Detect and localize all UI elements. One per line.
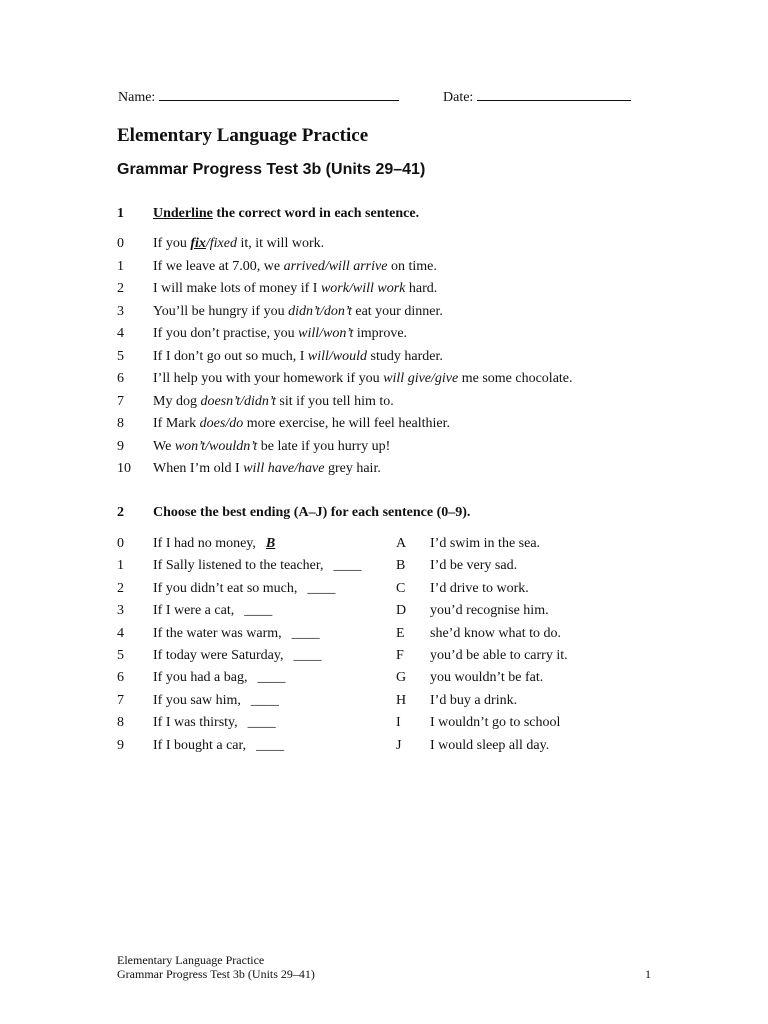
sentence-before: If you don’t practise, you (153, 326, 299, 341)
answer-blank[interactable]: ____ (256, 737, 285, 753)
ending-text: I’d be very sad. (430, 558, 518, 574)
sentence-text (153, 281, 437, 297)
sentence-beginning (153, 581, 335, 597)
ending-letter: F (396, 648, 404, 663)
sentence-before: We (153, 438, 175, 454)
matching-row (0, 715, 768, 735)
sentence-beginning (153, 693, 279, 709)
answer-blank[interactable]: ____ (291, 625, 320, 641)
sentence-text (153, 259, 437, 275)
sentence-number: 1 (117, 258, 124, 274)
sentence-text (153, 461, 381, 477)
sentence-after: grey hair. (324, 461, 381, 476)
beginning-text: If Sally listened to the teacher, (153, 558, 324, 574)
sentence-after: be late if you hurry up! (257, 438, 391, 454)
word-choice[interactable]: will give/give (383, 371, 459, 386)
ending-letter: B (396, 558, 406, 574)
sentence-number: 4 (117, 326, 124, 341)
beginning-text: If you had a bag, (153, 670, 248, 686)
example-answer-choice[interactable]: fix (190, 236, 206, 251)
sentence-before: I’ll help you with your homework if you (153, 371, 384, 386)
sentence-number: 0 (117, 536, 124, 551)
sentence-number: 7 (117, 692, 124, 708)
ending-letter: H (396, 692, 407, 708)
ending-letter: D (396, 603, 407, 619)
sentence-after: hard. (405, 281, 438, 296)
matching-row (0, 536, 768, 556)
sentence-text (153, 304, 443, 320)
sentence-after: improve. (353, 326, 408, 341)
sentence-beginning (153, 670, 285, 686)
sentence-row (0, 394, 768, 414)
sentence-after: me some chocolate. (458, 371, 573, 386)
matching-row (0, 670, 768, 690)
sentence-row (0, 304, 768, 324)
sentence-number: 3 (117, 303, 124, 319)
ending-text: I’d drive to work. (430, 580, 529, 596)
sentence-row (0, 439, 768, 459)
sentence-number: 7 (117, 393, 124, 409)
beginning-text: If today were Saturday, (153, 648, 284, 663)
date-label: Date: (443, 90, 474, 105)
sentence-row (0, 236, 768, 256)
sentence-before: If Mark (153, 416, 200, 431)
sentence-before: If you (153, 236, 191, 251)
matching-row (0, 558, 768, 578)
matching-row (0, 581, 768, 601)
sentence-after: more exercise, he will feel healthier. (243, 416, 451, 431)
word-choice[interactable]: work/will work (320, 281, 406, 296)
sentence-before: If I don’t go out so much, I (153, 348, 308, 364)
sentence-text (153, 349, 443, 365)
sentence-number: 8 (117, 715, 124, 731)
beginning-text: If I had no money, (153, 536, 256, 551)
sentence-number: 5 (117, 648, 124, 663)
sentence-text (153, 416, 450, 432)
example-answer-blank[interactable]: B (265, 536, 276, 551)
answer-blank[interactable]: ____ (244, 603, 273, 619)
word-choice[interactable]: didn’t/don’t (288, 303, 352, 319)
matching-row (0, 626, 768, 646)
sentence-beginning (153, 536, 275, 552)
name-field[interactable] (118, 88, 399, 106)
answer-blank[interactable]: ____ (293, 648, 322, 663)
document-title: Elementary Language Practice (117, 125, 369, 146)
ending-letter: C (396, 580, 406, 596)
footer-title: Elementary Language Practice (117, 953, 265, 967)
matching-row (0, 693, 768, 713)
ending-letter: E (396, 625, 405, 641)
sentence-number: 1 (117, 558, 124, 574)
beginning-text: If you saw him, (153, 692, 241, 708)
sentence-text (153, 439, 390, 455)
matching-row (0, 738, 768, 758)
beginning-text: If the water was warm, (153, 625, 282, 641)
section-1-instruction-keyword: Underline (153, 206, 213, 221)
sentence-beginning (153, 626, 320, 642)
sentence-row (0, 416, 768, 436)
ending-text: you’d be able to carry it. (430, 648, 568, 663)
document-subtitle: Grammar Progress Test 3b (Units 29–41) (117, 161, 426, 178)
sentence-beginning (153, 603, 272, 619)
word-choice[interactable]: will have/have (243, 461, 325, 476)
choice-separator: / (205, 236, 210, 251)
sentence-number: 2 (117, 580, 124, 596)
sentence-row (0, 371, 768, 391)
word-choice[interactable]: does/do (199, 416, 244, 431)
sentence-number: 8 (117, 416, 124, 431)
section-1-number: 1 (117, 206, 124, 221)
ending-text: you’d recognise him. (430, 603, 549, 619)
matching-row (0, 648, 768, 668)
ending-text: she’d know what to do. (430, 625, 562, 641)
sentence-row (0, 259, 768, 279)
page-number: 1 (645, 967, 651, 981)
sentence-text (153, 236, 324, 252)
date-field[interactable] (443, 88, 631, 106)
sentence-after: on time. (387, 258, 437, 274)
answer-blank[interactable]: ____ (307, 580, 336, 596)
sentence-after: eat your dinner. (351, 303, 443, 319)
ending-letter: J (396, 737, 402, 753)
sentence-before: When I’m old I (153, 461, 244, 476)
ending-text: I’d buy a drink. (430, 692, 518, 708)
answer-blank[interactable]: ____ (250, 692, 279, 708)
word-choice[interactable]: will/won’t (298, 326, 354, 341)
sentence-number: 6 (117, 670, 124, 686)
sentence-beginning (153, 715, 276, 731)
sentence-number: 4 (117, 625, 124, 641)
sentence-row (0, 281, 768, 301)
date-blank-line[interactable] (477, 88, 631, 101)
ending-letter: A (396, 536, 407, 551)
ending-text: I would sleep all day. (430, 737, 550, 753)
sentence-number: 6 (117, 371, 124, 386)
sentence-before: I will make lots of money if I (153, 281, 321, 296)
sentence-number: 3 (117, 603, 124, 619)
beginning-text: If I were a cat, (153, 603, 235, 619)
sentence-number: 0 (117, 236, 124, 251)
sentence-after: it, it will work. (237, 236, 325, 251)
sentence-beginning (153, 648, 321, 664)
beginning-text: If you didn’t eat so much, (153, 580, 298, 596)
name-blank-line[interactable] (159, 88, 399, 101)
section-1-instruction (153, 206, 419, 222)
ending-letter: I (396, 715, 401, 731)
sentence-beginning (153, 738, 284, 754)
word-choice[interactable]: arrived/will arrive (283, 258, 388, 274)
sentence-number: 2 (117, 281, 124, 296)
sentence-after: study harder. (367, 348, 443, 364)
matching-row (0, 603, 768, 623)
sentence-beginning (153, 558, 362, 574)
sentence-before: You’ll be hungry if you (153, 303, 289, 319)
answer-blank[interactable]: ____ (257, 670, 286, 686)
beginning-text: If I bought a car, (153, 737, 247, 753)
sentence-row (0, 349, 768, 369)
sentence-row (0, 461, 768, 481)
word-choice[interactable]: won’t/wouldn’t (174, 438, 258, 454)
word-choice[interactable]: will/would (307, 348, 368, 364)
sentence-text (153, 371, 573, 387)
sentence-number: 9 (117, 737, 124, 753)
sentence-after: sit if you tell him to. (275, 393, 394, 409)
answer-blank[interactable]: ____ (247, 715, 276, 731)
ending-letter: G (396, 670, 407, 686)
ending-text: I wouldn’t go to school (430, 715, 561, 731)
footer-subtitle: Grammar Progress Test 3b (Units 29–41) (117, 967, 315, 981)
ending-text: you wouldn’t be fat. (430, 670, 544, 686)
beginning-text: If I was thirsty, (153, 715, 238, 731)
name-label: Name: (118, 90, 156, 105)
sentence-before: My dog (153, 393, 201, 409)
sentence-text (153, 394, 394, 410)
sentence-before: If we leave at 7.00, we (153, 258, 284, 274)
section-2-instruction: Choose the best ending (A–J) for each sentence (0–9). (153, 505, 471, 520)
sentence-text (153, 326, 407, 342)
sentence-number: 10 (117, 461, 131, 476)
section-1-instruction-text: the correct word in each sentence. (212, 206, 420, 221)
example-other-choice[interactable]: fixed (209, 236, 237, 251)
section-2-number: 2 (117, 505, 124, 520)
sentence-row (0, 326, 768, 346)
ending-text: I’d swim in the sea. (430, 536, 541, 551)
sentence-number: 9 (117, 438, 124, 454)
answer-blank[interactable]: ____ (333, 558, 362, 574)
word-choice[interactable]: doesn’t/didn’t (200, 393, 276, 409)
sentence-number: 5 (117, 348, 124, 364)
